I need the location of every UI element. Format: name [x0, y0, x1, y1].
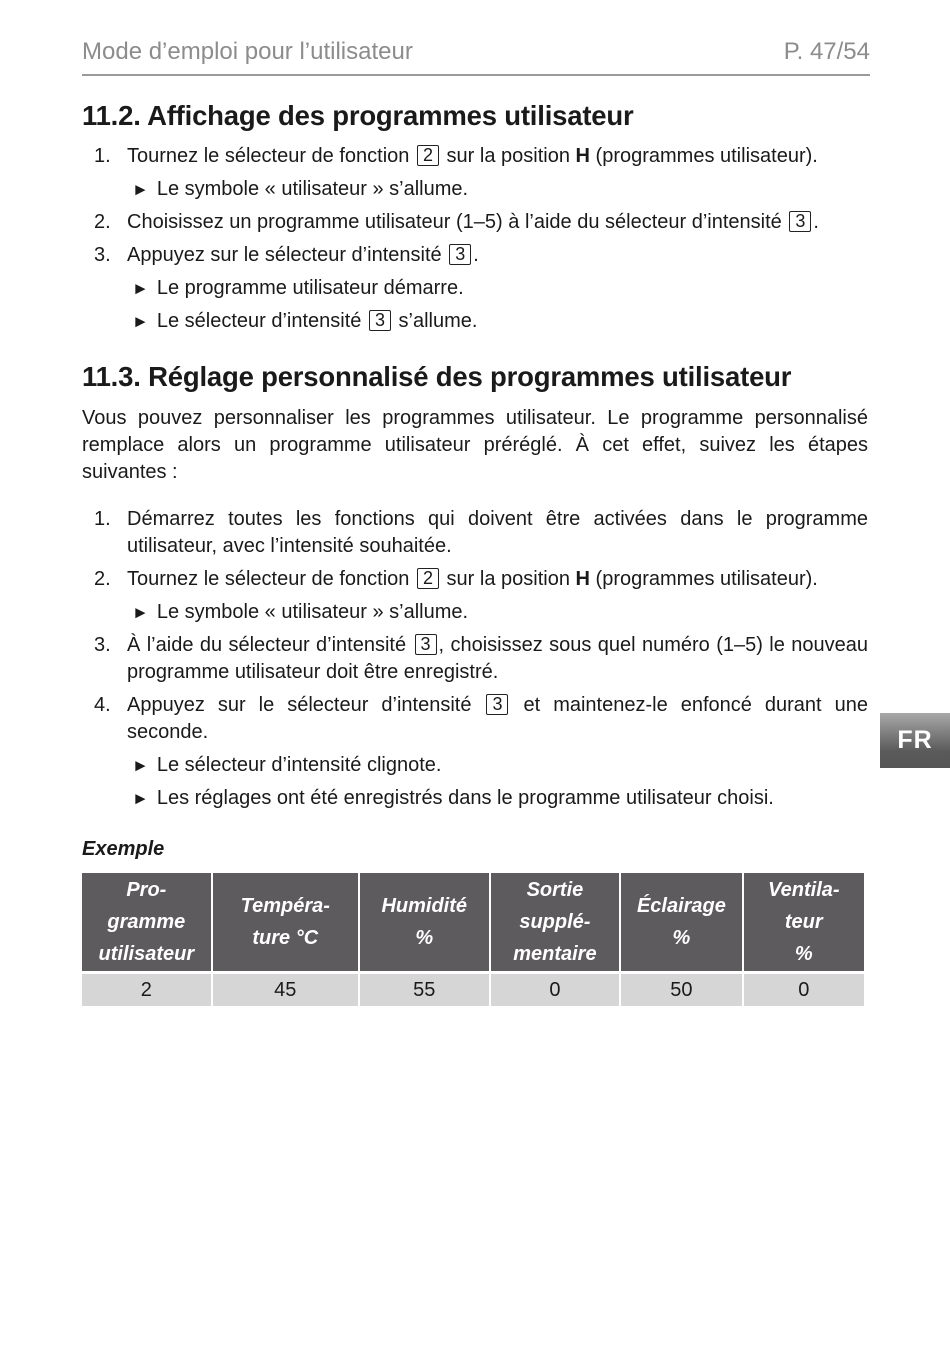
column-header: Éclairage %: [621, 873, 741, 971]
column-header: Pro- gramme utilisateur: [82, 873, 211, 971]
page-content: [82, 100, 868, 1006]
column-header: Humidité %: [360, 873, 489, 971]
control-number-box: 3: [415, 634, 437, 655]
steps-list: [82, 143, 868, 335]
table-header-row: [82, 873, 864, 971]
list-item: 3. À l’aide du sélecteur d’intensité 3 , choisissez sous quel numéro (1–5) le nouveau programme utilisateur doit être enregistré.: [94, 634, 868, 683]
table-cell: 0: [491, 971, 620, 1006]
language-tab[interactable]: FR: [880, 713, 950, 768]
result-line: ► Le sélecteur d’intensité clignote.: [132, 754, 442, 776]
arrow-icon: ►: [132, 756, 149, 775]
arrow-icon: ►: [132, 603, 149, 622]
result-line: ► Le sélecteur d’intensité 3 s’allume.: [132, 310, 478, 332]
example-label: Exemple: [82, 838, 165, 860]
table-cell: 0: [744, 971, 864, 1006]
table-cell: 50: [621, 971, 741, 1006]
document-title: Mode d’emploi pour l’utilisateur: [82, 38, 413, 65]
result-line: ► Le symbole « utilisateur » s’allume.: [132, 178, 469, 200]
section-title: 11.3. Réglage personnalisé des programmes utilisateur: [82, 361, 792, 392]
section-title: 11.2. Affichage des programmes utilisateur: [82, 100, 634, 131]
steps-list: [82, 506, 868, 812]
control-number-box: 3: [449, 244, 471, 265]
control-number-box: 3: [486, 694, 508, 715]
table-cell: 45: [213, 971, 358, 1006]
table-cell: 55: [360, 971, 489, 1006]
arrow-icon: ►: [132, 279, 149, 298]
list-item: 1. Tournez le sélecteur de fonction 2 sur la position H (programmes utilisateur). ► Le symbole « utilisateur » s’allume.: [82, 143, 868, 203]
intro-paragraph: Vous pouvez personnaliser les programmes utilisateur. Le programme personnalisé remplace alors un programme utilisateur préréglé. À cet effet, suivez les étapes suivantes :: [82, 407, 868, 483]
list-item: 4. Appuyez sur le sélecteur d’intensité 3 et maintenez-le enfoncé durant une seconde. ► Le sélecteur d’intensité clignote. ► Les réglages ont été enregistrés dans le programme utilisateur choisi.: [82, 692, 868, 812]
list-item: 3. Appuyez sur le sélecteur d’intensité 3 . ► Le programme utilisateur démarre. ► Le sélecteur d’intensité 3 s’allume.: [82, 242, 868, 335]
arrow-icon: ►: [132, 789, 149, 808]
result-line: ► Le symbole « utilisateur » s’allume.: [132, 601, 469, 623]
arrow-icon: ►: [132, 180, 149, 199]
page-header: [82, 38, 870, 76]
arrow-icon: ►: [132, 312, 149, 331]
control-number-box: 2: [417, 145, 439, 166]
control-number-box: 3: [369, 310, 391, 331]
column-header: Ventila- teur %: [744, 873, 864, 971]
table-row: [82, 971, 864, 1006]
control-number-box: 2: [417, 568, 439, 589]
column-header: Tempéra- ture °C: [213, 873, 358, 971]
list-item: 2. Choisissez un programme utilisateur (1–5) à l’aide du sélecteur d’intensité 3 .: [94, 211, 819, 233]
column-header: Sortie supplé- mentaire: [491, 873, 620, 971]
control-number-box: 3: [789, 211, 811, 232]
table-cell: 2: [82, 971, 211, 1006]
page-number: P. 47/54: [783, 38, 870, 65]
list-item: 2. Tournez le sélecteur de fonction 2 sur la position H (programmes utilisateur). ► Le symbole « utilisateur » s’allume.: [82, 566, 868, 626]
result-line: ► Les réglages ont été enregistrés dans le programme utilisateur choisi.: [132, 787, 774, 809]
list-item: 1. Démarrez toutes les fonctions qui doivent être activées dans le programme utilisateur, avec l’intensité souhaitée.: [94, 508, 868, 557]
result-line: ► Le programme utilisateur démarre.: [132, 277, 464, 299]
example-table: [80, 873, 866, 1006]
